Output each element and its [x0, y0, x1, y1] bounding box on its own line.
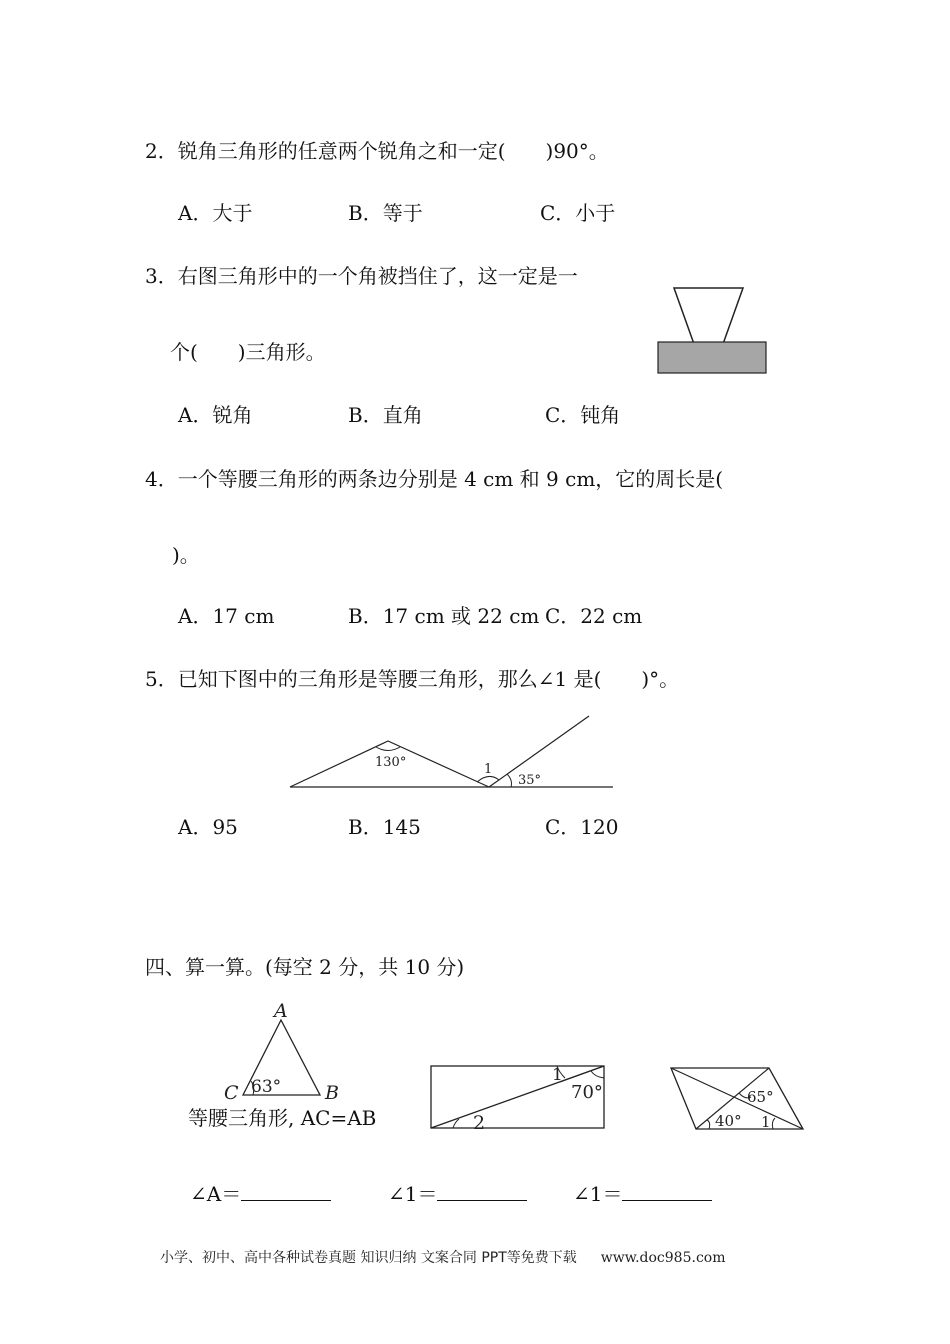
q4-option-b: B．17 cm 或 22 cm: [348, 604, 540, 628]
q2-stem: 2．锐角三角形的任意两个锐角之和一定( )90°。: [145, 139, 609, 163]
q3-option-b: B．直角: [348, 403, 423, 427]
s4-fig2-label-70: 70°: [571, 1082, 603, 1103]
q4-stem-line2: )。: [172, 543, 200, 567]
q5-label-35: 35°: [518, 773, 542, 788]
q2-option-b: B．等于: [348, 201, 423, 225]
q4-stem-line1: 4．一个等腰三角形的两条边分别是 4 cm 和 9 cm，它的周长是(: [145, 467, 724, 491]
footer-text: 小学、初中、高中各种试卷真题 知识归纳 文案合同 PPT等免费下载: [160, 1250, 577, 1266]
q5-option-b: B．145: [348, 815, 421, 839]
q5-stem: 5．已知下图中的三角形是等腰三角形，那么∠1 是( )°。: [145, 667, 680, 691]
section4-title: 四、算一算。(每空 2 分，共 10 分): [145, 955, 465, 979]
q3-hidden-triangle-figure: [650, 280, 780, 380]
q5-label-130: 130°: [375, 755, 407, 770]
s4-fig1-label-c: C: [224, 1082, 239, 1104]
s4-fig2-rectangle: [425, 1060, 615, 1140]
q5-apex-arc: [376, 747, 400, 751]
q5-option-a: A．95: [178, 815, 238, 839]
s4-fig1-label-63: 63°: [251, 1077, 282, 1097]
s4-answer-1: [190, 1182, 331, 1204]
q5-isosceles-figure: [285, 710, 620, 795]
s4-answer-2-label: ∠1＝: [388, 1182, 438, 1206]
s4-fig3-label-40: 40°: [715, 1112, 742, 1130]
s4-answer-2: [388, 1182, 527, 1204]
s4-answer-1-blank[interactable]: [241, 1182, 331, 1201]
q3-cover-block: [658, 342, 766, 373]
s4-fig3-label-1: 1: [761, 1113, 771, 1131]
q4-option-c: C．22 cm: [545, 604, 643, 628]
q3-triangle: [674, 288, 743, 344]
q5-angle1-arc: [477, 776, 499, 782]
s4-answer-3-blank[interactable]: [622, 1182, 712, 1201]
s4-fig2-label-1: 1: [552, 1065, 563, 1085]
q5-angle35-arc: [507, 774, 512, 787]
s4-answer-2-blank[interactable]: [437, 1182, 527, 1201]
s4-answer-1-label: ∠A＝: [190, 1182, 242, 1206]
footer-url[interactable]: www.doc985.com: [600, 1250, 726, 1266]
s4-fig2-arc-70: [591, 1071, 604, 1078]
q3-option-c: C．钝角: [545, 403, 621, 427]
q2-option-a: A．大于: [178, 201, 253, 225]
page-footer: [160, 1247, 725, 1267]
s4-fig3-parallelogram: [665, 1060, 815, 1140]
s4-fig2-corner-line: [560, 1066, 604, 1082]
s4-answer-3: [573, 1182, 712, 1204]
q3-stem-line1: 3．右图三角形中的一个角被挡住了，这一定是一: [145, 264, 578, 288]
s4-fig3-label-65: 65°: [747, 1088, 774, 1106]
q3-option-a: A．锐角: [178, 403, 253, 427]
q3-stem-line2: 个( )三角形。: [170, 340, 326, 364]
s4-fig2-label-2: 2: [473, 1112, 486, 1134]
s4-fig3-arc-1: [772, 1118, 775, 1129]
s4-fig1-caption: 等腰三角形, AC=AB: [188, 1106, 377, 1130]
s4-fig1-label-b: B: [325, 1082, 339, 1104]
s4-fig3-arc-40: [707, 1120, 710, 1129]
q5-option-c: C．120: [545, 815, 619, 839]
s4-fig1-label-a: A: [274, 1000, 288, 1022]
s4-answer-3-label: ∠1＝: [573, 1182, 623, 1206]
q2-option-c: C．小于: [540, 201, 616, 225]
q5-label-1: 1: [484, 762, 493, 777]
q4-option-a: A．17 cm: [178, 604, 275, 628]
